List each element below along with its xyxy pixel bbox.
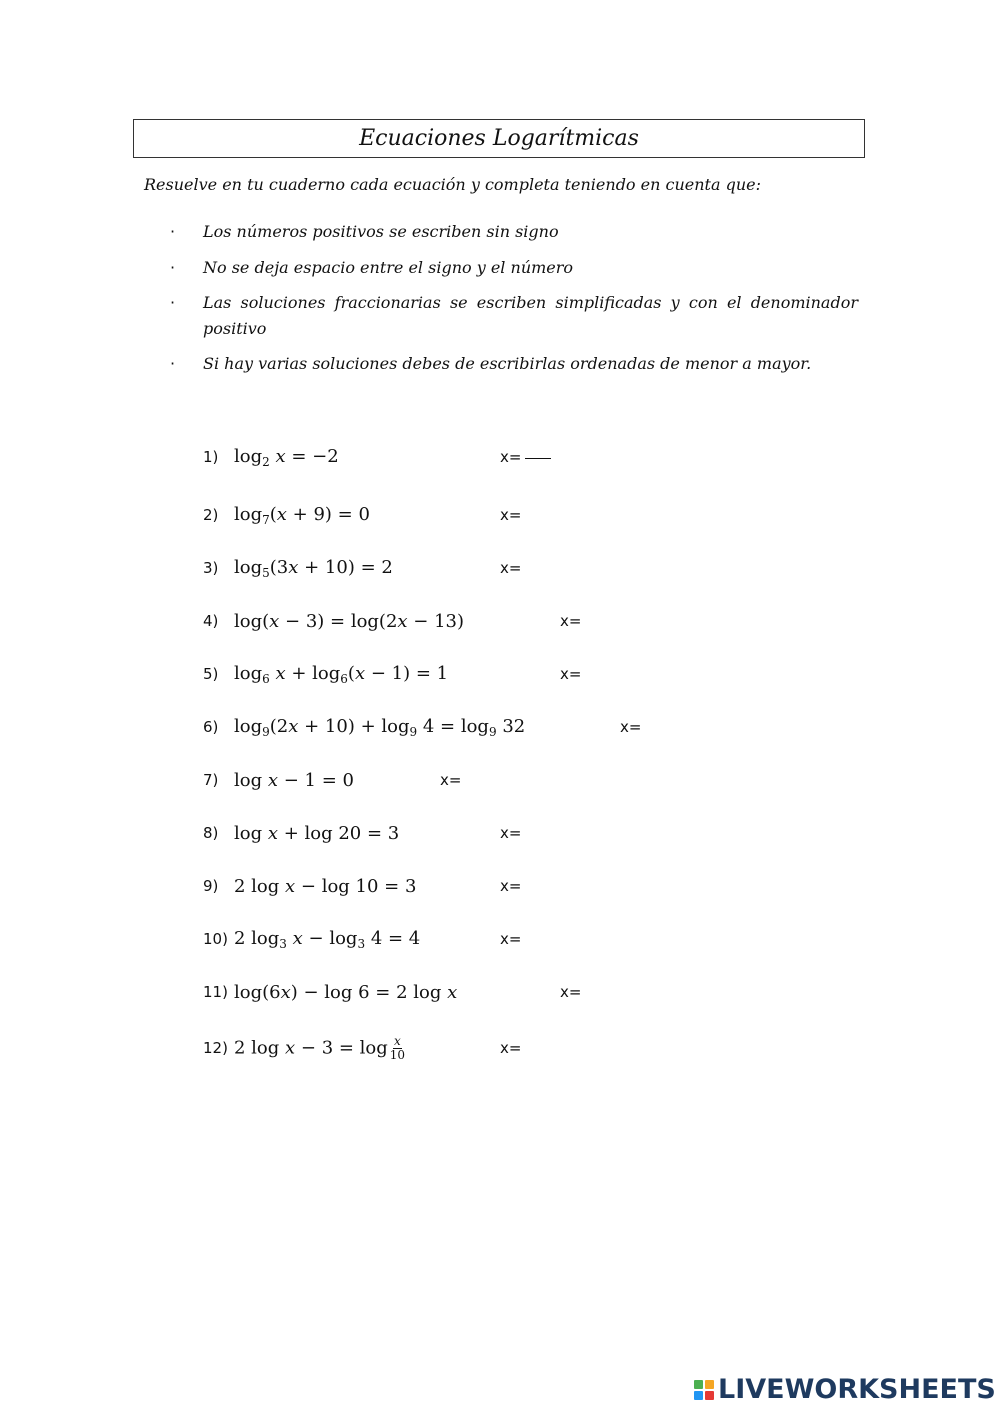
equation-number: 12) — [203, 1039, 228, 1057]
instructions-intro: Resuelve en tu cuaderno cada ecuación y completa teniendo en cuenta que: — [144, 175, 762, 194]
equation-1 — [203, 443, 339, 471]
answer-label: x= — [500, 824, 522, 842]
equation-10 — [203, 925, 420, 953]
equation-number: 5) — [203, 665, 219, 683]
equation-12 — [203, 1030, 405, 1066]
equation-number: 4) — [203, 612, 219, 630]
answer-field-10[interactable] — [500, 925, 521, 953]
rule-item: · No se deja espacio entre el signo y el número — [170, 254, 858, 282]
equation-text: 2 log 𝑥 − 3 = log $\frac{\text{𝑥}}{10}$ — [234, 1033, 406, 1062]
answer-field-2[interactable] — [500, 501, 521, 529]
equation-5 — [203, 660, 448, 688]
answer-blank[interactable] — [525, 458, 551, 459]
equation-text: $\log_5(3𝑥 + 10) = 2$ — [234, 556, 393, 580]
equation-number: 1) — [203, 448, 219, 466]
logo-square — [705, 1380, 714, 1389]
equation-number: 8) — [203, 824, 219, 842]
bullet: · — [170, 222, 176, 241]
logo-icon — [694, 1380, 714, 1400]
bullet: · — [170, 354, 176, 373]
answer-field-4[interactable] — [560, 607, 581, 635]
equation-11 — [203, 978, 457, 1006]
equation-number: 9) — [203, 877, 219, 895]
answer-label: x= — [560, 665, 582, 683]
equation-text: log 𝑥 − 1 = 0 — [234, 769, 354, 791]
equation-text: log 𝑥 + log 20 = 3 — [234, 822, 400, 844]
equation-number: 7) — [203, 771, 219, 789]
logo-square — [694, 1391, 703, 1400]
logo-text: LIVEWORKSHEETS — [718, 1374, 996, 1405]
answer-label: x= — [560, 983, 582, 1001]
equation-number: 10) — [203, 930, 228, 948]
liveworksheets-logo — [694, 1374, 996, 1405]
equation-6 — [203, 713, 525, 741]
equation-text: 2 log 𝑥 − log 10 = 3 — [234, 875, 417, 897]
answer-field-7[interactable] — [440, 766, 461, 794]
equation-text: log(𝑥 − 3) = log(2𝑥 − 13) — [234, 610, 465, 632]
answer-field-5[interactable] — [560, 660, 581, 688]
logo-square — [705, 1391, 714, 1400]
equation-number: 6) — [203, 718, 219, 736]
bullet: · — [170, 258, 176, 277]
rule-item: · Las soluciones fraccionarias se escriben simplificadas y con el denominador positivo — [170, 290, 858, 342]
equation-text: $\log_2$ 𝑥 = −2 — [234, 445, 339, 469]
answer-field-11[interactable] — [560, 978, 581, 1006]
equation-8 — [203, 819, 399, 847]
answer-label: x= — [500, 877, 522, 895]
equation-3 — [203, 554, 393, 582]
answer-field-6[interactable] — [620, 713, 641, 741]
fraction: $\frac{\text{𝑥}}{10}$ — [389, 1033, 406, 1062]
answer-label: x= — [440, 771, 462, 789]
equation-text: $\log_9(2𝑥 + 10) + \log_9 4 = \log_9 32$ — [234, 715, 526, 739]
answer-field-8[interactable] — [500, 819, 521, 847]
rule-item: · Si hay varias soluciones debes de escribirlas ordenadas de menor a mayor. — [170, 350, 858, 377]
answer-label: x= — [500, 448, 522, 466]
equation-number: 2) — [203, 506, 219, 524]
title-text: Ecuaciones Logarítmicas — [359, 126, 639, 151]
equation-4 — [203, 607, 464, 635]
answer-label: x= — [500, 1039, 522, 1057]
equation-9 — [203, 872, 416, 900]
equation-number: 3) — [203, 559, 219, 577]
equation-7 — [203, 766, 354, 794]
answer-label: x= — [560, 612, 582, 630]
equation-number: 11) — [203, 983, 228, 1001]
logo-square — [694, 1380, 703, 1389]
rule-item: · Los números positivos se escriben sin signo — [170, 218, 858, 246]
rules-list — [170, 218, 858, 385]
answer-label: x= — [620, 718, 642, 736]
answer-label: x= — [500, 506, 522, 524]
equation-text: $\log_6$ 𝑥 + $\log_6(𝑥 - 1) = 1$ — [234, 662, 449, 686]
worksheet-title — [133, 119, 865, 158]
equation-2 — [203, 501, 370, 529]
answer-field-12[interactable] — [500, 1034, 521, 1062]
answer-field-3[interactable] — [500, 554, 521, 582]
equation-text: $\log_7(𝑥 + 9) = 0$ — [234, 503, 370, 527]
answer-field-9[interactable] — [500, 872, 521, 900]
equation-text: log(6𝑥) − log 6 = 2 log 𝑥 — [234, 981, 458, 1003]
equation-text: 2 $\log_3$ 𝑥 − $\log_3 4 = 4$ — [234, 927, 421, 951]
bullet: · — [170, 293, 176, 312]
answer-label: x= — [500, 559, 522, 577]
answer-label: x= — [500, 930, 522, 948]
answer-field-1[interactable] — [500, 443, 551, 471]
